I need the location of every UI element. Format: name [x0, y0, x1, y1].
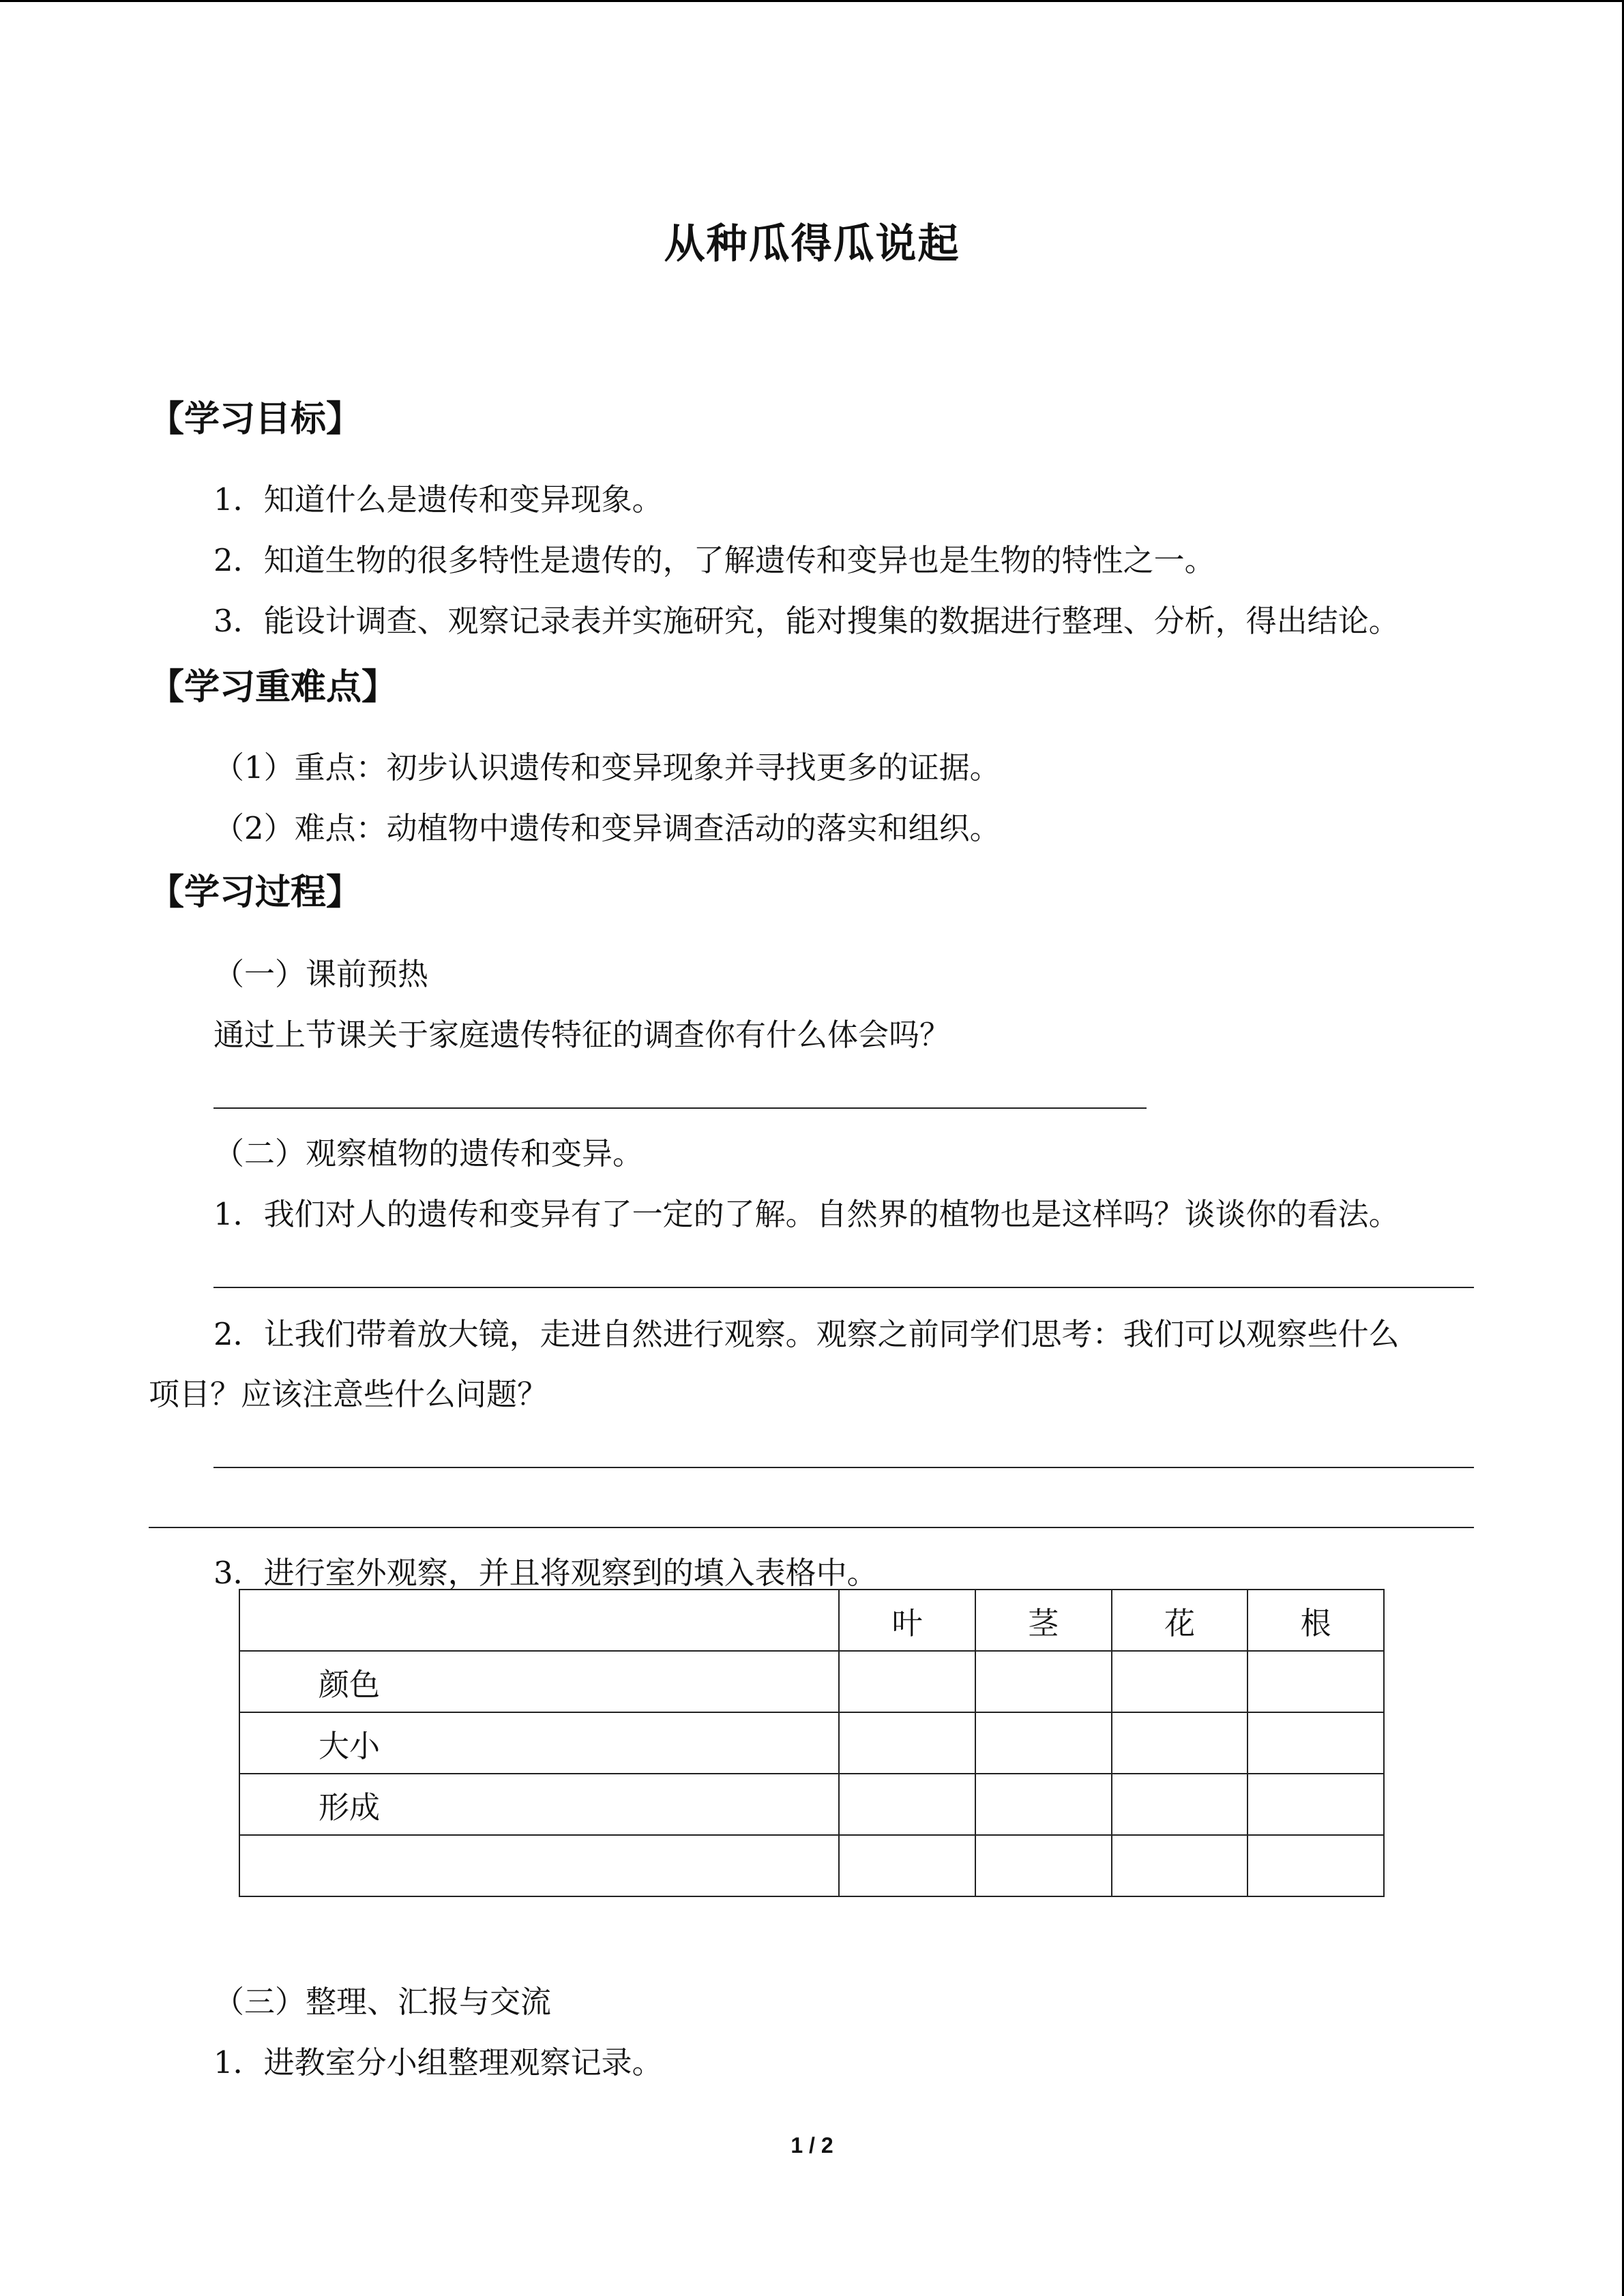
part1-title: （一）课前预热	[213, 956, 429, 992]
table-row	[239, 1774, 1384, 1835]
part2-title: （二）观察植物的遗传和变异。	[213, 1135, 644, 1172]
table-row-label: 颜色	[239, 1651, 839, 1712]
table-cell	[975, 1774, 1112, 1835]
part2-question-2-line1: 2．让我们带着放大镜，走进自然进行观察。观察之前同学们思考：我们可以观察些什么	[213, 1316, 1400, 1352]
page-title: 从种瓜得瓜说起	[664, 220, 960, 268]
table-row	[239, 1835, 1384, 1896]
table-cell	[839, 1835, 975, 1896]
keypoint-item-2: （2）难点：动植物中遗传和变异调查活动的落实和组织。	[213, 810, 1001, 846]
observation-table	[239, 1589, 1385, 1897]
part2-question-1: 1．我们对人的遗传和变异有了一定的了解。自然界的植物也是这样吗？谈谈你的看法。	[213, 1196, 1400, 1232]
section-heading-keypoints: 【学习重难点】	[149, 666, 398, 708]
table-cell	[839, 1712, 975, 1774]
part2-question-3: 3．进行室外观察，并且将观察到的填入表格中。	[213, 1555, 878, 1591]
table-cell	[975, 1651, 1112, 1712]
section-heading-process: 【学习过程】	[149, 871, 362, 913]
goal-item-1: 1．知道什么是遗传和变异现象。	[213, 481, 663, 518]
part2-question-2-line2: 项目？应该注意些什么问题？	[149, 1376, 548, 1412]
part3-question-1: 1．进教室分小组整理观察记录。	[213, 2044, 663, 2081]
table-row	[239, 1712, 1384, 1774]
table-row	[239, 1651, 1384, 1712]
goal-item-2: 2．知道生物的很多特性是遗传的，了解遗传和变异也是生物的特性之一。	[213, 542, 1215, 578]
table-header-cell: 茎	[975, 1590, 1112, 1651]
answer-line	[213, 1287, 1474, 1288]
table-header-cell	[239, 1590, 839, 1651]
part3-title: （三）整理、汇报与交流	[213, 1984, 552, 2020]
table-header-row	[239, 1590, 1384, 1651]
table-row-label	[239, 1835, 839, 1896]
page-number: 1 / 2	[791, 2133, 833, 2158]
table-cell	[1112, 1712, 1248, 1774]
part1-question: 通过上节课关于家庭遗传特征的调查你有什么体会吗？	[213, 1017, 951, 1053]
table-cell	[975, 1835, 1112, 1896]
answer-line	[213, 1107, 1147, 1109]
answer-line	[149, 1527, 1474, 1528]
table-cell	[1247, 1774, 1384, 1835]
table-cell	[839, 1651, 975, 1712]
answer-line	[213, 1467, 1474, 1468]
keypoint-item-1: （1）重点：初步认识遗传和变异现象并寻找更多的证据。	[213, 749, 1001, 786]
page-top-border	[0, 0, 1624, 2]
table-cell	[975, 1712, 1112, 1774]
section-heading-goals: 【学习目标】	[149, 398, 362, 440]
table-header-cell: 叶	[839, 1590, 975, 1651]
table-header-cell: 花	[1112, 1590, 1248, 1651]
table-cell	[1247, 1651, 1384, 1712]
table-row-label: 大小	[239, 1712, 839, 1774]
table-header-cell: 根	[1247, 1590, 1384, 1651]
table-cell	[1112, 1835, 1248, 1896]
table-cell	[1247, 1835, 1384, 1896]
table-row-label: 形成	[239, 1774, 839, 1835]
goal-item-3: 3．能设计调查、观察记录表并实施研究，能对搜集的数据进行整理、分析，得出结论。	[213, 603, 1400, 639]
table-cell	[1112, 1651, 1248, 1712]
table-cell	[1247, 1712, 1384, 1774]
table-cell	[839, 1774, 975, 1835]
table-cell	[1112, 1774, 1248, 1835]
